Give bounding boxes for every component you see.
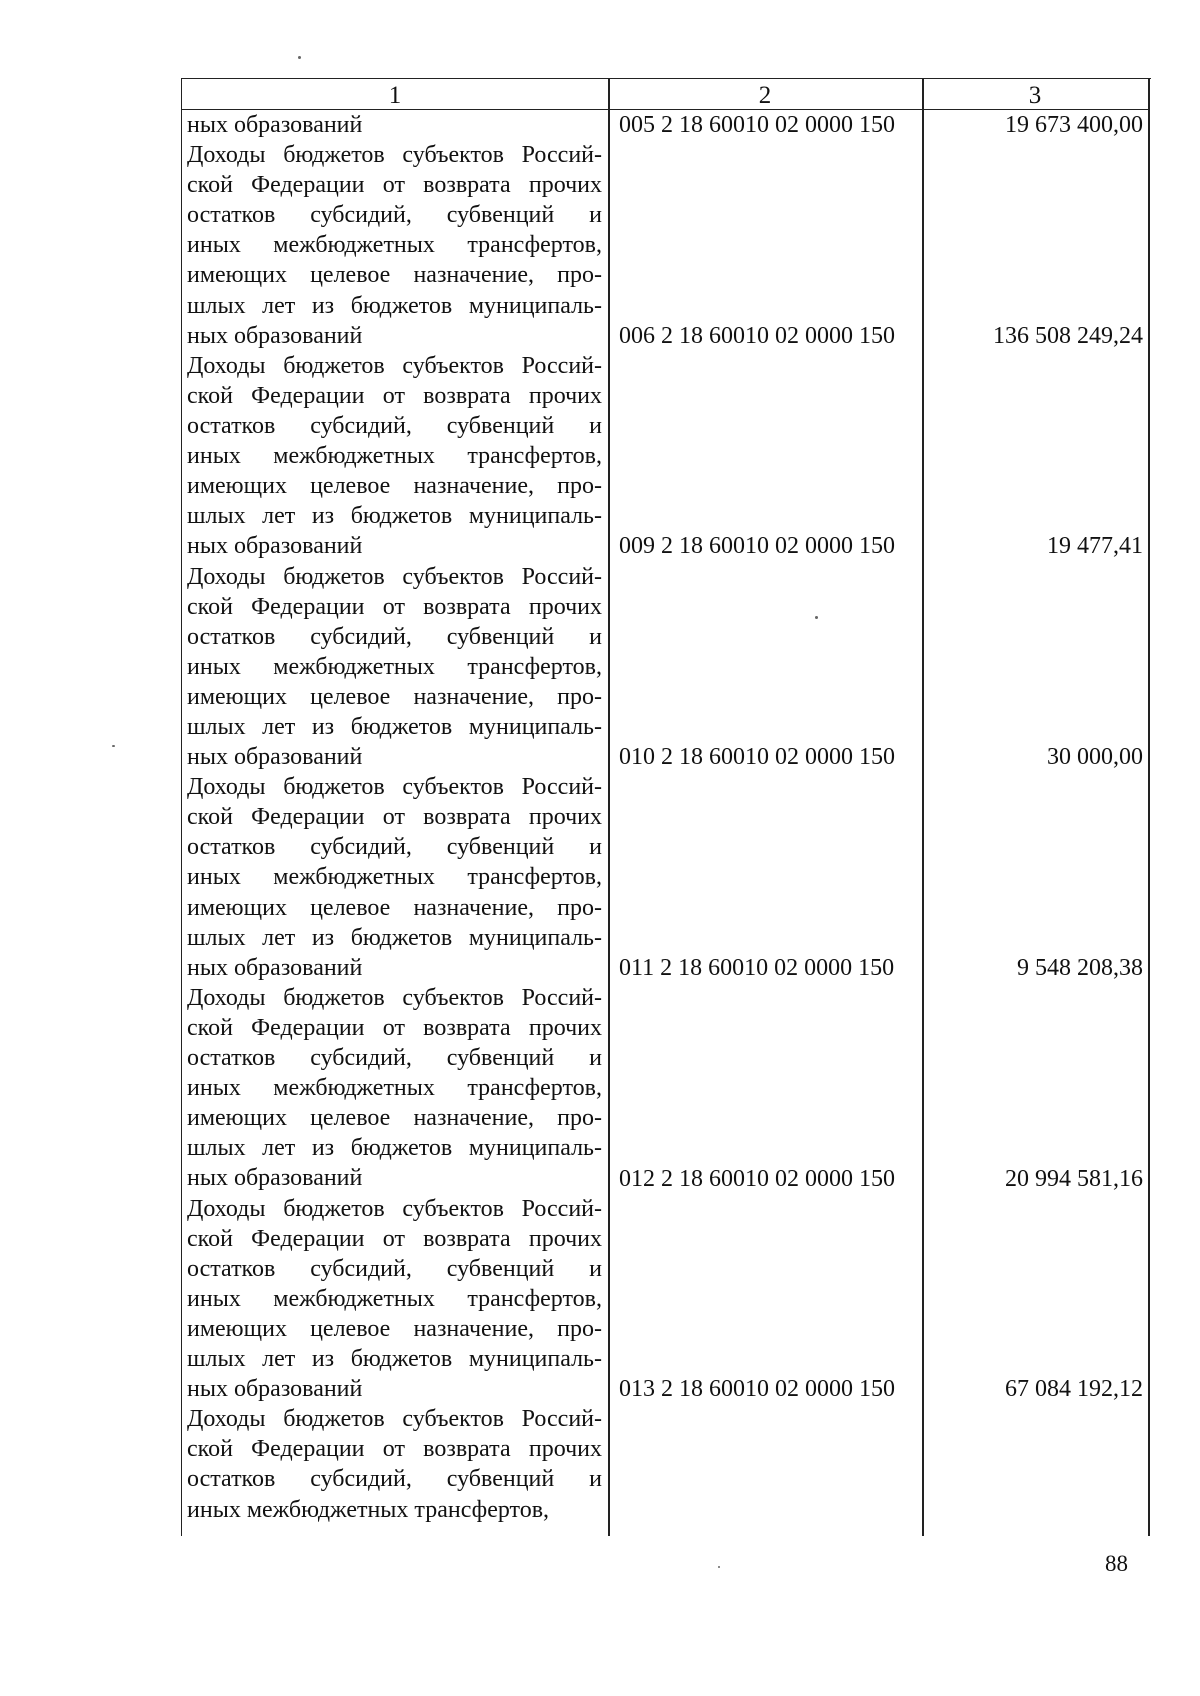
description-line: ской Федерации от возврата прочих	[187, 382, 602, 409]
revenue-code-cell: 011 2 18 60010 02 0000 150	[619, 954, 895, 981]
description-line: иных межбюджетных трансфертов,	[187, 1496, 550, 1523]
description-line: остатков субсидий, субвенций и	[187, 1255, 602, 1282]
row-description	[187, 110, 602, 140]
description-line: ных образований	[187, 112, 363, 138]
description-line: имеющих целевое назначение, про-	[187, 1105, 602, 1132]
amount-cell: 136 508 249,24	[993, 322, 1143, 349]
description-line: ской Федерации от возврата прочих	[187, 1436, 602, 1463]
column-header-3: 3	[1028, 82, 1042, 109]
description-line: ных образований	[187, 322, 363, 349]
description-line: ской Федерации от возврата прочих	[187, 172, 602, 199]
revenue-code-cell: 013 2 18 60010 02 0000 150	[619, 1376, 895, 1403]
column-divider	[922, 79, 924, 1536]
amount-cell: 9 548 208,38	[1017, 954, 1143, 981]
description-line: ской Федерации от возврата прочих	[187, 1014, 602, 1041]
description-line: шлых лет из бюджетов муниципаль-	[187, 1346, 602, 1373]
description-line: шлых лет из бюджетов муниципаль-	[187, 503, 602, 530]
amount-cell: 19 477,41	[1047, 533, 1143, 560]
description-line: Доходы бюджетов субъектов Россий-	[187, 984, 602, 1011]
description-line: Доходы бюджетов субъектов Россий-	[187, 352, 602, 379]
scan-speck	[112, 745, 115, 747]
description-line: иных межбюджетных трансфертов,	[187, 443, 602, 470]
revenue-code-cell: 009 2 18 60010 02 0000 150	[619, 533, 895, 560]
row-description	[187, 351, 602, 562]
column-divider	[608, 79, 610, 1536]
row-description	[187, 140, 602, 351]
scan-speck	[718, 1566, 720, 1568]
description-line: ской Федерации от возврата прочих	[187, 804, 602, 831]
description-line: ных образований	[187, 1376, 363, 1403]
description-line: иных межбюджетных трансфертов,	[187, 1075, 602, 1102]
revenue-table	[181, 78, 1151, 1536]
description-line: ской Федерации от возврата прочих	[187, 593, 602, 620]
description-line: иных межбюджетных трансфертов,	[187, 864, 602, 891]
description-line: имеющих целевое назначение, про-	[187, 262, 602, 289]
amount-cell: 20 994 581,16	[1005, 1165, 1143, 1192]
description-line: шлых лет из бюджетов муниципаль-	[187, 924, 602, 951]
description-line: ской Федерации от возврата прочих	[187, 1225, 602, 1252]
revenue-code-cell: 012 2 18 60010 02 0000 150	[619, 1165, 895, 1192]
column-header-1: 1	[388, 82, 402, 109]
description-line: остатков субсидий, субвенций и	[187, 202, 602, 229]
description-line: иных межбюджетных трансфертов,	[187, 653, 602, 680]
description-line: ных образований	[187, 533, 363, 560]
description-line: остатков субсидий, субвенций и	[187, 1045, 602, 1072]
description-line: иных межбюджетных трансфертов,	[187, 232, 602, 259]
column-divider	[1148, 79, 1150, 1536]
description-line: ных образований	[187, 1165, 363, 1192]
description-line: шлых лет из бюджетов муниципаль-	[187, 292, 602, 319]
description-line: имеющих целевое назначение, про-	[187, 473, 602, 500]
description-line: остатков субсидий, субвенций и	[187, 834, 602, 861]
amount-cell: 19 673 400,00	[1005, 112, 1143, 138]
revenue-code-cell: 010 2 18 60010 02 0000 150	[619, 744, 895, 771]
scan-speck	[298, 56, 301, 59]
description-line: Доходы бюджетов субъектов Россий-	[187, 1406, 602, 1433]
description-line: остатков субсидий, субвенций и	[187, 412, 602, 439]
table-header-row	[182, 79, 1150, 110]
row-description	[187, 772, 602, 983]
description-line: остатков субсидий, субвенций и	[187, 623, 602, 650]
row-description	[187, 1404, 602, 1524]
page-number: 88	[1105, 1551, 1128, 1576]
description-line: ных образований	[187, 744, 363, 771]
description-line: Доходы бюджетов субъектов Россий-	[187, 142, 602, 169]
amount-cell: 30 000,00	[1047, 744, 1143, 771]
description-line: имеющих целевое назначение, про-	[187, 1315, 602, 1342]
description-line: Доходы бюджетов субъектов Россий-	[187, 1195, 602, 1222]
row-description	[187, 983, 602, 1194]
description-line: Доходы бюджетов субъектов Россий-	[187, 774, 602, 801]
amount-cell: 67 084 192,12	[1005, 1376, 1143, 1403]
description-line: шлых лет из бюджетов муниципаль-	[187, 1135, 602, 1162]
description-line: имеющих целевое назначение, про-	[187, 683, 602, 710]
description-line: остатков субсидий, субвенций и	[187, 1466, 602, 1493]
column-header-2: 2	[758, 82, 772, 109]
description-line: шлых лет из бюджетов муниципаль-	[187, 713, 602, 740]
description-line: ных образований	[187, 954, 363, 981]
revenue-code-cell: 005 2 18 60010 02 0000 150	[619, 112, 895, 138]
description-line: иных межбюджетных трансфертов,	[187, 1285, 602, 1312]
revenue-code-cell: 006 2 18 60010 02 0000 150	[619, 322, 895, 349]
description-line: Доходы бюджетов субъектов Россий-	[187, 563, 602, 590]
row-description	[187, 1194, 602, 1405]
row-description	[187, 562, 602, 773]
description-line: имеющих целевое назначение, про-	[187, 894, 602, 921]
